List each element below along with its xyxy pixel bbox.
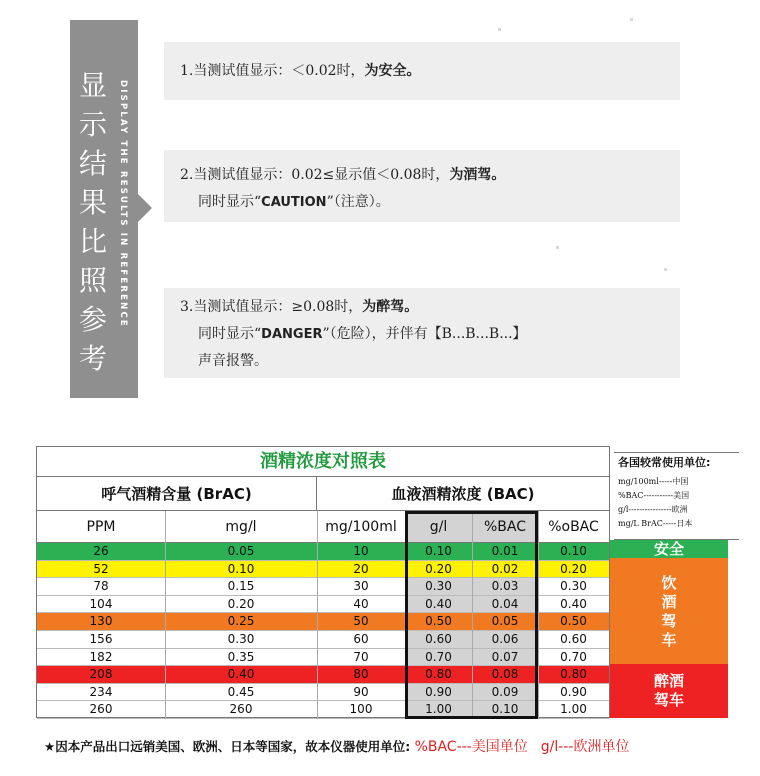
- cell-mgl: 260: [165, 701, 317, 719]
- note-safe: [164, 42, 680, 100]
- cell-pct-bac: 0.01: [472, 543, 538, 561]
- cell-pct-bac: 0.10: [472, 701, 538, 719]
- footer-text: ★因本产品出口远销美国、欧洲、日本等国家，故本仪器使用单位:: [44, 739, 415, 754]
- table-divider: [472, 511, 473, 719]
- band-drunk-driving: [610, 664, 728, 718]
- cell-permille-bac: 0.40: [538, 596, 609, 614]
- note-danger-condition: 3.当测试值显示：≥0.08时，: [180, 299, 363, 315]
- col-header-mg100ml: mg/100ml: [317, 511, 405, 543]
- cell-permille-bac: 0.90: [538, 684, 609, 702]
- cell-gl: 0.50: [405, 613, 472, 631]
- cell-mgl: 0.25: [165, 613, 317, 631]
- decor-dot: [498, 28, 501, 31]
- note-caution-condition: 2.当测试值显示：0.02≤显示值＜0.08时，: [180, 167, 450, 183]
- cell-ppm: 130: [37, 613, 165, 631]
- cell-ppm: 78: [37, 578, 165, 596]
- cell-gl: 1.00: [405, 701, 472, 719]
- table-divider: [317, 511, 318, 719]
- cell-mgl: 0.15: [165, 578, 317, 596]
- note-caution-verdict: 为酒驾。: [449, 167, 506, 183]
- band-drink-char: 驾: [661, 612, 677, 630]
- col-header-pct-bac: %BAC: [472, 511, 538, 543]
- col-header-gl: g/l: [405, 511, 472, 543]
- cell-pct-bac: 0.08: [472, 666, 538, 684]
- cell-gl: 0.80: [405, 666, 472, 684]
- table-row: [37, 561, 609, 579]
- band-drink-driving: [610, 558, 728, 664]
- table-row: [37, 543, 609, 561]
- side-title-en: DISPLAY THE RESULTS IN REFERENCE: [118, 80, 128, 328]
- band-drunk-line: 驾车: [653, 691, 684, 709]
- cell-ppm: 260: [37, 701, 165, 719]
- cell-permille-bac: 0.10: [538, 543, 609, 561]
- group-header-blood: 血液酒精浓度 (BAC): [317, 477, 609, 511]
- cell-mg100ml: 40: [317, 596, 405, 614]
- decor-dot: [556, 246, 559, 249]
- cell-gl: 0.20: [405, 561, 472, 579]
- cell-ppm: 26: [37, 543, 165, 561]
- note-danger: [164, 288, 680, 378]
- cell-ppm: 234: [37, 684, 165, 702]
- units-line: g/l----------------欧洲: [618, 505, 688, 514]
- cell-pct-bac: 0.05: [472, 613, 538, 631]
- table-row: [37, 578, 609, 596]
- units-line: %BAC-----------美国: [618, 491, 690, 500]
- note-danger-alarm: 声音报警。: [198, 353, 268, 369]
- footer-note: [44, 736, 629, 756]
- cell-mgl: 0.35: [165, 649, 317, 667]
- cell-mgl: 0.05: [165, 543, 317, 561]
- band-safe: 安全: [610, 540, 728, 558]
- cell-permille-bac: 0.60: [538, 631, 609, 649]
- cell-mgl: 0.10: [165, 561, 317, 579]
- cell-mg100ml: 80: [317, 666, 405, 684]
- cell-mg100ml: 20: [317, 561, 405, 579]
- cell-gl: 0.90: [405, 684, 472, 702]
- cell-ppm: 208: [37, 666, 165, 684]
- cell-pct-bac: 0.02: [472, 561, 538, 579]
- cell-mg100ml: 10: [317, 543, 405, 561]
- cell-mg100ml: 90: [317, 684, 405, 702]
- note-caution-keyword: CAUTION: [261, 195, 327, 210]
- cell-mgl: 0.30: [165, 631, 317, 649]
- table-divider: [538, 511, 539, 719]
- alcohol-table: [36, 446, 610, 718]
- cell-mg100ml: 30: [317, 578, 405, 596]
- col-header-permille-bac: %oBAC: [538, 511, 609, 543]
- cell-ppm: 104: [37, 596, 165, 614]
- band-drink-char: 酒: [661, 593, 677, 611]
- cell-gl: 0.40: [405, 596, 472, 614]
- note-danger-text: 同时显示“: [198, 326, 262, 342]
- cell-mg100ml: 50: [317, 613, 405, 631]
- table-row: [37, 596, 609, 614]
- table-row: [37, 666, 609, 684]
- note-danger-keyword: DANGER: [261, 327, 323, 342]
- cell-pct-bac: 0.07: [472, 649, 538, 667]
- table-row: [37, 631, 609, 649]
- cell-permille-bac: 0.30: [538, 578, 609, 596]
- table-title: 酒精浓度对照表: [37, 447, 609, 477]
- table-row: [37, 649, 609, 667]
- note-caution: [164, 150, 680, 222]
- note-danger-text-end: ”（危险），并伴有【B...B...B...】: [322, 326, 527, 342]
- table-row: [37, 684, 609, 702]
- col-header-ppm: PPM: [37, 511, 165, 543]
- note-safe-condition: 1.当测试值显示：＜0.02时，: [180, 63, 365, 79]
- band-drink-char: 饮: [661, 574, 677, 592]
- cell-ppm: 52: [37, 561, 165, 579]
- cell-pct-bac: 0.03: [472, 578, 538, 596]
- table-row: [37, 701, 609, 719]
- cell-gl: 0.10: [405, 543, 472, 561]
- note-safe-verdict: 为安全。: [364, 63, 421, 79]
- cell-mgl: 0.20: [165, 596, 317, 614]
- note-caution-text-end: ”（注意）。: [326, 194, 390, 210]
- cell-ppm: 182: [37, 649, 165, 667]
- side-tab-arrow: [138, 194, 152, 222]
- units-line: mg/L BrAC-----日本: [618, 519, 693, 528]
- cell-permille-bac: 0.50: [538, 613, 609, 631]
- col-header-mgl: mg/l: [165, 511, 317, 543]
- table-row: [37, 613, 609, 631]
- cell-mgl: 0.45: [165, 684, 317, 702]
- side-tab: [70, 20, 138, 398]
- cell-mg100ml: 70: [317, 649, 405, 667]
- cell-mgl: 0.40: [165, 666, 317, 684]
- units-title: 各国较常使用单位:: [618, 456, 711, 469]
- cell-permille-bac: 1.00: [538, 701, 609, 719]
- cell-ppm: 156: [37, 631, 165, 649]
- side-title-cn: 显 示 结 果 比 照 参 考: [78, 69, 107, 375]
- cell-mg100ml: 100: [317, 701, 405, 719]
- decor-dot: [664, 268, 667, 271]
- cell-gl: 0.70: [405, 649, 472, 667]
- cell-mg100ml: 60: [317, 631, 405, 649]
- cell-permille-bac: 0.70: [538, 649, 609, 667]
- band-drunk-line: 醉酒: [653, 672, 684, 690]
- cell-pct-bac: 0.09: [472, 684, 538, 702]
- footer-unit-us: %BAC---美国单位: [414, 739, 528, 755]
- decor-dot: [630, 18, 633, 21]
- group-header-breath: 呼气酒精含量 (BrAC): [37, 477, 317, 511]
- units-line: mg/100ml-----中国: [618, 477, 689, 486]
- cell-gl: 0.60: [405, 631, 472, 649]
- cell-gl: 0.30: [405, 578, 472, 596]
- cell-pct-bac: 0.06: [472, 631, 538, 649]
- cell-permille-bac: 0.20: [538, 561, 609, 579]
- cell-pct-bac: 0.04: [472, 596, 538, 614]
- cell-permille-bac: 0.80: [538, 666, 609, 684]
- band-drink-char: 车: [661, 631, 677, 649]
- note-danger-verdict: 为醉驾。: [362, 299, 419, 315]
- table-divider: [165, 511, 166, 719]
- footer-unit-eu: g/l---欧洲单位: [540, 739, 630, 755]
- note-caution-text: 同时显示“: [198, 194, 262, 210]
- units-legend: [614, 452, 754, 538]
